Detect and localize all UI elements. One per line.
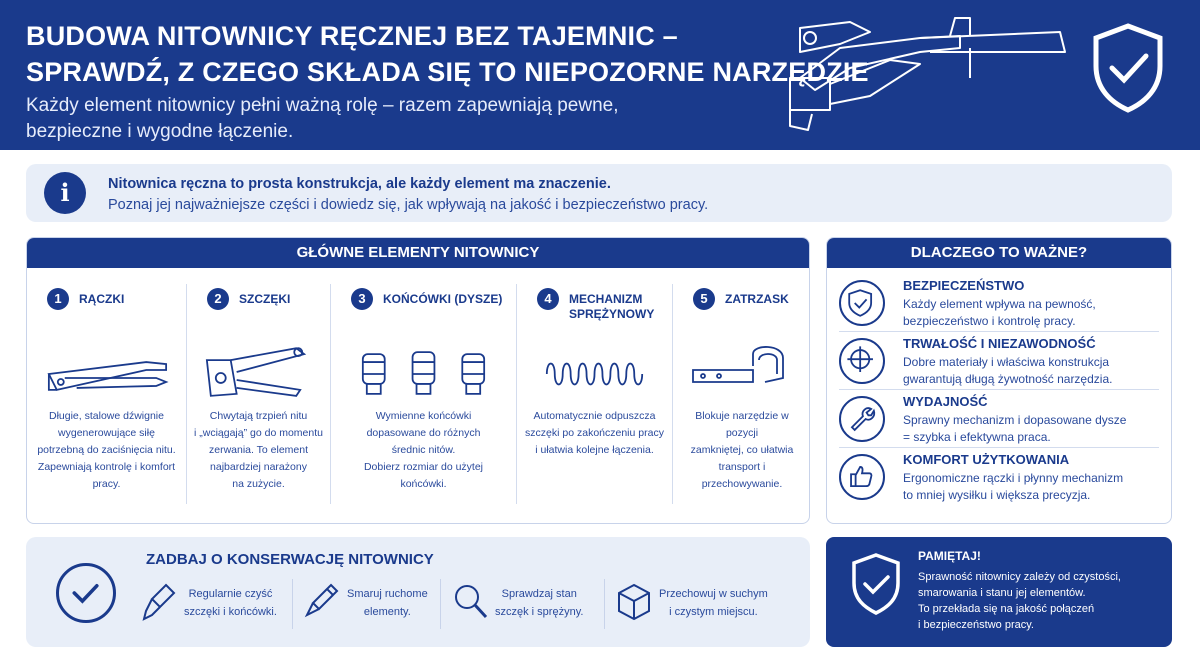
element-title: RĄCZKI [79, 292, 125, 306]
shield-check-icon [839, 280, 885, 326]
element-title: KOŃCÓWKI (DYSZE) [383, 292, 503, 306]
info-banner [26, 164, 1172, 222]
page-title: BUDOWA NITOWNICY RĘCZNEJ BEZ TAJEMNIC – SPRAWDŹ, Z CZEGO SKŁADA SIĘ TO NIEPOZORNE NARZĘDZIE [26, 21, 869, 87]
elements-panel-title: GŁÓWNE ELEMENTY NITOWNICY [27, 238, 809, 268]
element-card-handles [27, 284, 187, 504]
element-description: Długie, stalowe dźwignie wygenerowujące siłę potrzebną do zaciśnięcia nitu. Zapewniają kontrolę i komfort pracy. [37, 410, 176, 490]
spring-icon [517, 330, 672, 420]
why-panel [826, 237, 1172, 524]
element-number: 4 [537, 288, 559, 310]
element-number: 5 [693, 288, 715, 310]
element-title: SZCZĘKI [239, 292, 291, 306]
element-description: Automatycznie odpuszcza szczęki po zakończeniu pracy i ułatwia kolejne łączenia. [525, 410, 664, 456]
maintenance-item-inspect: Sprawdzaj stan szczęk i sprężyny. [440, 579, 604, 629]
why-panel-title: DLACZEGO TO WAŻNE? [827, 238, 1171, 268]
box-icon [615, 581, 653, 621]
element-number: 2 [207, 288, 229, 310]
why-item-durability: TRWAŁOŚĆ I NIEZAWODNOŚĆ Dobre materiały i właściwa konstrukcja gwarantują długą żywotność narzędzia. [839, 332, 1159, 390]
info-text: Poznaj jej najważniejsze części i dowiedz się, jak wpływają na jakość i bezpieczeństwo pracy. [108, 197, 709, 213]
shield-check-icon [848, 551, 904, 617]
rivet-gun-illustration [770, 8, 1070, 138]
element-card-nozzles [331, 284, 517, 504]
latch-icon [673, 330, 810, 420]
why-item-efficiency: WYDAJNOŚĆ Sprawny mechanizm i dopasowane dysze = szybka i efektywna praca. [839, 390, 1159, 448]
info-icon: i [44, 172, 86, 214]
element-title: MECHANIZM SPRĘŻYNOWY [569, 292, 655, 321]
remember-panel [826, 537, 1172, 647]
element-description: Blokuje narzędzie w pozycji zamkniętej, co ułatwia transport i przechowywanie. [690, 410, 794, 490]
maintenance-item-clean: Regularnie czyść szczęki i końcówki. [130, 579, 292, 629]
element-title: ZATRZASK [725, 292, 789, 306]
thumbs-up-icon [839, 454, 885, 500]
jaws-icon [187, 330, 330, 420]
info-headline: Nitownica ręczna to prosta konstrukcja, ale każdy element ma znaczenie. [108, 176, 611, 192]
shield-check-icon [1090, 22, 1166, 114]
nozzles-icon [331, 330, 516, 420]
why-item-safety: BEZPIECZEŃSTWO Każdy element wpływa na pewność, bezpieczeństwo i kontrolę pracy. [839, 274, 1159, 332]
elements-panel [26, 237, 810, 524]
brush-icon [140, 581, 178, 621]
handles-icon [27, 330, 186, 420]
page-subtitle: Każdy element nitownicy pełni ważną rolę – razem zapewniają pewne, bezpieczne i wygodne łączenie. [26, 95, 619, 142]
element-card-latch [673, 284, 810, 504]
oil-dropper-icon [303, 581, 341, 621]
magnifier-icon [451, 581, 489, 621]
maintenance-panel [26, 537, 810, 647]
element-description: Chwytają trzpień nitu i „wciągają” go do momentu zerwania. To element najbardziej narażony na zużycie. [194, 410, 323, 490]
element-description: Wymienne końcówki dopasowane do różnych średnic nitów. Dobierz rozmiar do użytej końcówki. [363, 410, 484, 490]
check-circle-icon [56, 563, 116, 623]
element-number: 1 [47, 288, 69, 310]
wrench-icon [839, 396, 885, 442]
element-card-spring-mechanism [517, 284, 673, 504]
maintenance-title: ZADBAJ O KONSERWACJĘ NITOWNICY [146, 551, 434, 568]
maintenance-item-lubricate: Smaruj ruchome elementy. [292, 579, 440, 629]
remember-text: Sprawność nitownicy zależy od czystości, smarowania i stanu jej elementów. To przekłada się na jakość połączeń i bezpieczeństwo pracy. [918, 571, 1121, 631]
crosshair-icon [839, 338, 885, 384]
element-card-jaws [187, 284, 331, 504]
remember-title: PAMIĘTAJ! [918, 549, 981, 563]
maintenance-item-store: Przechowuj w suchym i czystym miejscu. [604, 579, 804, 629]
element-number: 3 [351, 288, 373, 310]
header-banner [0, 0, 1200, 150]
why-item-comfort: KOMFORT UŻYTKOWANIA Ergonomiczne rączki i płynny mechanizm to mniej wysiłku i większa precyzja. [839, 448, 1159, 506]
